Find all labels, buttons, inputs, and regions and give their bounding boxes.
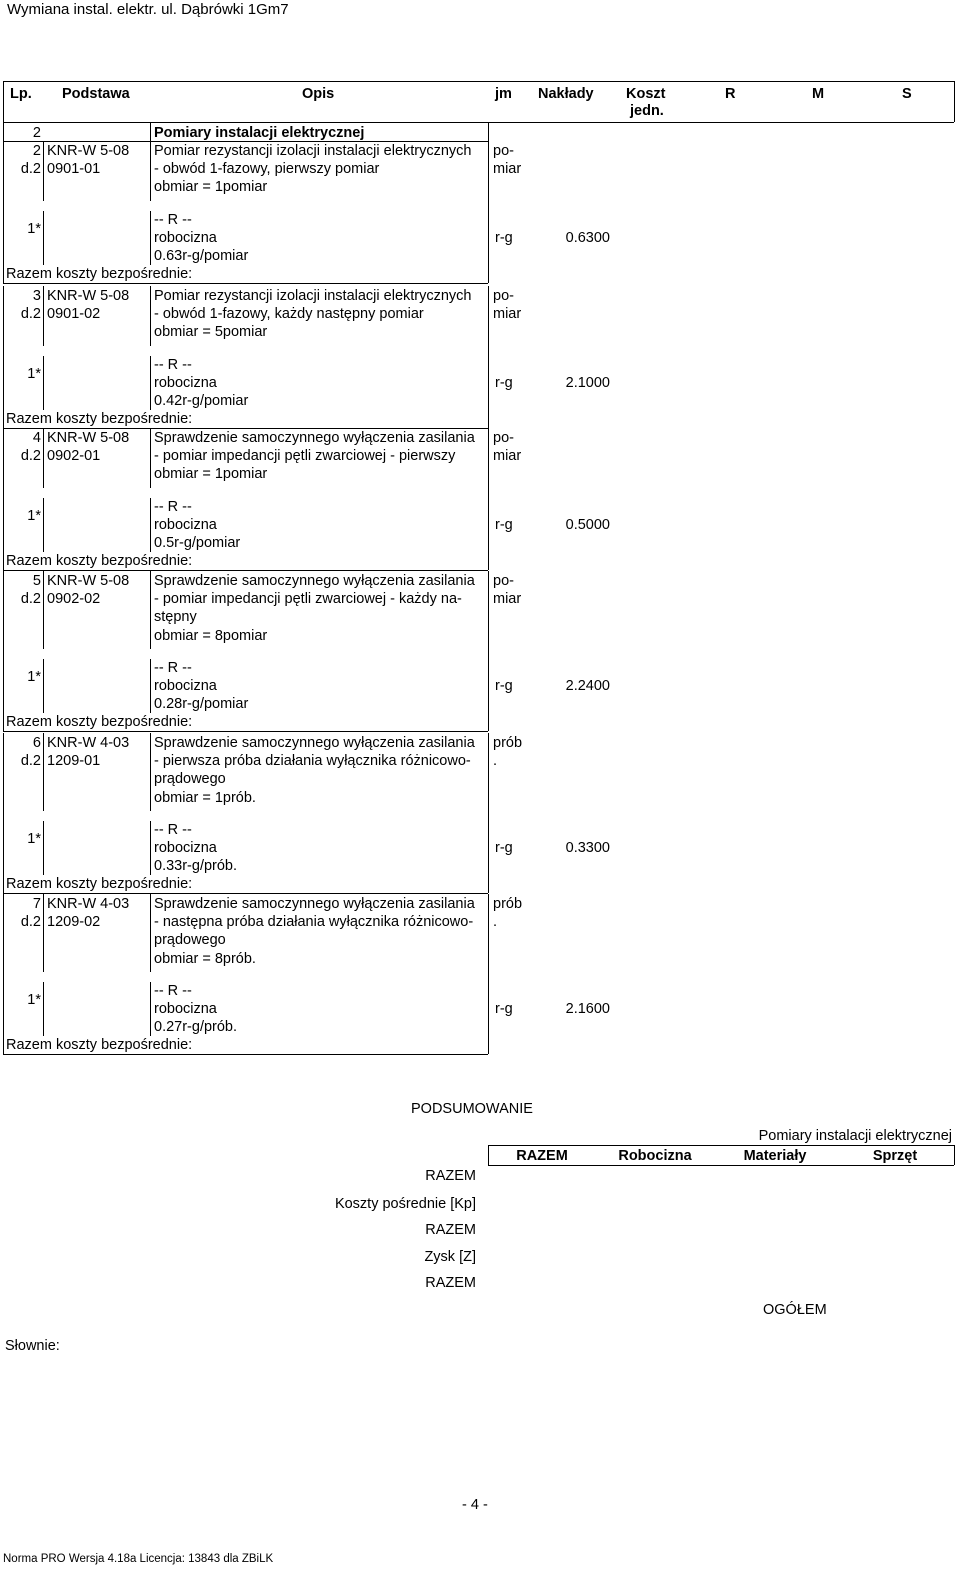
- description-line: stępny: [154, 609, 197, 626]
- header-bottom-border: [3, 122, 954, 123]
- position-basis-number: 0902-01: [47, 448, 101, 464]
- labor-value: 0.5000: [565, 516, 610, 533]
- table-gridline: [3, 122, 4, 142]
- summary-row-razem-3: RAZEM: [425, 1275, 476, 1291]
- labor-value: 2.1000: [565, 374, 610, 391]
- header-podstawa: Podstawa: [62, 86, 130, 102]
- direct-costs-total-label: Razem koszty bezpośrednie:: [6, 553, 193, 570]
- labor-unit: r-g: [495, 516, 513, 533]
- position-lp: 4: [32, 430, 41, 446]
- table-gridline: [3, 428, 4, 570]
- summary-header-right: [954, 1145, 955, 1165]
- page-title: Wymiana instal. elektr. ul. Dąbrówki 1Gm7: [7, 1, 289, 18]
- position-unit-cont: miar: [493, 306, 522, 322]
- position-lp-sub: d.2: [20, 161, 41, 177]
- description-line: Pomiar rezystancji izolacji instalacji elektrycznych: [154, 143, 472, 159]
- labor-marker: -- R --: [154, 356, 192, 373]
- table-gridline: [3, 571, 4, 731]
- table-gridline: [3, 286, 4, 428]
- table-gridline: [3, 283, 488, 284]
- description-line: obmiar = 8prób.: [154, 950, 256, 967]
- labor-unit: r-g: [495, 229, 513, 246]
- labor-norm: 0.28r-g/pomiar: [154, 696, 249, 713]
- direct-costs-total-label: Razem koszty bezpośrednie:: [6, 1037, 193, 1054]
- page-number: - 4 -: [462, 1497, 488, 1513]
- header-opis: Opis: [302, 86, 335, 102]
- slownie-label: Słownie:: [5, 1338, 60, 1354]
- labor-label: robocizna: [154, 1001, 217, 1017]
- position-basis-number: 0902-02: [47, 591, 101, 607]
- table-gridline: [150, 982, 151, 1037]
- labor-value: 0.6300: [565, 229, 610, 246]
- summary-row-razem-1: RAZEM: [425, 1168, 476, 1184]
- header-jm: jm: [495, 86, 512, 102]
- table-gridline: [43, 659, 44, 714]
- labor-index: 1*: [27, 991, 41, 1008]
- description-line: prądowego: [154, 771, 226, 788]
- table-gridline: [43, 498, 44, 553]
- direct-costs-total-label: Razem koszty bezpośrednie:: [6, 411, 193, 428]
- position-basis-number: 1209-01: [47, 753, 101, 769]
- position-lp: 5: [32, 573, 41, 589]
- labor-unit: r-g: [495, 1001, 513, 1017]
- position-lp-sub: d.2: [20, 914, 41, 930]
- position-basis-code: KNR-W 5-08: [47, 430, 130, 446]
- position-unit: prób: [493, 896, 523, 912]
- position-unit-cont: miar: [493, 591, 522, 607]
- table-gridline: [488, 571, 489, 731]
- header-koszt-jedn: jedn.: [630, 103, 664, 119]
- labor-norm: 0.33r-g/prób.: [154, 858, 238, 875]
- labor-value: 0.3300: [565, 840, 610, 856]
- position-basis-code: KNR-W 5-08: [47, 573, 130, 589]
- table-gridline: [43, 286, 44, 346]
- labor-norm: 0.5r-g/pomiar: [154, 535, 241, 551]
- summary-ogolem: OGÓŁEM: [763, 1302, 827, 1318]
- summary-header-bottom: [488, 1165, 954, 1166]
- table-gridline: [43, 571, 44, 649]
- labor-marker: -- R --: [154, 211, 192, 228]
- summary-title: PODSUMOWANIE: [411, 1101, 533, 1117]
- summary-row-razem-2: RAZEM: [425, 1222, 476, 1238]
- description-line: - pomiar impedancji pętli zwarciowej - pierwszy: [154, 448, 456, 465]
- position-lp: 3: [32, 288, 41, 304]
- description-line: - pierwsza próba działania wyłącznika różnicowo-: [154, 753, 471, 770]
- table-gridline: [3, 733, 4, 893]
- table-gridline: [150, 821, 151, 876]
- description-line: Pomiar rezystancji izolacji instalacji elektrycznych: [154, 288, 472, 304]
- table-gridline: [43, 211, 44, 266]
- table-gridline: [43, 733, 44, 811]
- table-gridline: [43, 356, 44, 411]
- table-gridline: [43, 894, 44, 972]
- table-gridline: [150, 571, 151, 649]
- table-gridline: [488, 894, 489, 1054]
- header-r: R: [725, 86, 736, 102]
- labor-marker: -- R --: [154, 659, 192, 676]
- table-gridline: [150, 211, 151, 266]
- direct-costs-total-label: Razem koszty bezpośrednie:: [6, 876, 193, 893]
- position-unit-cont: miar: [493, 448, 522, 464]
- labor-value: 2.1600: [565, 1001, 610, 1017]
- labor-index: 1*: [27, 830, 41, 847]
- labor-unit: r-g: [495, 840, 513, 856]
- labor-label: robocizna: [154, 516, 217, 533]
- position-unit: po-: [493, 430, 514, 446]
- table-gridline: [3, 1054, 488, 1055]
- description-line: Sprawdzenie samoczynnego wyłączenia zasilania: [154, 896, 475, 912]
- table-gridline: [3, 141, 4, 283]
- table-gridline: [150, 122, 151, 142]
- description-line: - pomiar impedancji pętli zwarciowej - każdy na-: [154, 591, 462, 608]
- position-basis-code: KNR-W 4-03: [47, 896, 130, 912]
- description-line: obmiar = 8pomiar: [154, 627, 268, 644]
- position-basis-code: KNR-W 5-08: [47, 143, 130, 159]
- description-line: Sprawdzenie samoczynnego wyłączenia zasilania: [154, 735, 475, 751]
- position-unit: prób: [493, 735, 523, 751]
- header-koszt: Koszt: [626, 86, 666, 102]
- table-gridline: [488, 428, 489, 570]
- summary-section-name: Pomiary instalacji elektrycznej: [758, 1128, 952, 1144]
- position-lp-sub: d.2: [20, 448, 41, 464]
- header-top-border: [3, 81, 954, 82]
- position-basis-number: 0901-01: [47, 161, 101, 177]
- table-gridline: [150, 286, 151, 346]
- description-line: - następna próba działania wyłącznika różnicowo-: [154, 914, 474, 931]
- position-basis-number: 1209-02: [47, 914, 101, 930]
- table-gridline: [150, 498, 151, 553]
- labor-label: robocizna: [154, 229, 217, 246]
- labor-norm: 0.27r-g/prób.: [154, 1019, 238, 1036]
- position-basis-number: 0901-02: [47, 306, 101, 322]
- table-gridline: [43, 141, 44, 201]
- header-left-border: [3, 81, 4, 122]
- labor-index: 1*: [27, 668, 41, 685]
- position-basis-code: KNR-W 5-08: [47, 288, 130, 304]
- labor-norm: 0.63r-g/pomiar: [154, 248, 249, 264]
- table-gridline: [488, 286, 489, 428]
- table-gridline: [488, 733, 489, 893]
- labor-label: robocizna: [154, 374, 217, 391]
- position-unit: po-: [493, 573, 514, 589]
- description-line: obmiar = 1pomiar: [154, 466, 268, 483]
- labor-marker: -- R --: [154, 821, 192, 838]
- table-gridline: [43, 821, 44, 876]
- description-line: Sprawdzenie samoczynnego wyłączenia zasilania: [154, 430, 475, 446]
- position-unit-cont: .: [493, 753, 498, 769]
- description-line: obmiar = 5pomiar: [154, 324, 268, 341]
- table-gridline: [150, 141, 151, 201]
- description-line: prądowego: [154, 932, 226, 949]
- header-m: M: [812, 86, 825, 102]
- table-gridline: [150, 733, 151, 811]
- table-gridline: [43, 982, 44, 1037]
- table-gridline: [43, 428, 44, 488]
- table-gridline: [150, 659, 151, 714]
- table-gridline: [3, 894, 4, 1054]
- position-unit: po-: [493, 143, 514, 159]
- position-unit: po-: [493, 288, 514, 304]
- direct-costs-total-label: Razem koszty bezpośrednie:: [6, 266, 193, 283]
- position-lp: 2: [32, 143, 41, 159]
- description-line: obmiar = 1prób.: [154, 789, 256, 806]
- position-lp-sub: d.2: [20, 306, 41, 322]
- description-line: Sprawdzenie samoczynnego wyłączenia zasilania: [154, 573, 475, 589]
- summary-header-left: [488, 1145, 489, 1165]
- labor-index: 1*: [27, 220, 41, 237]
- labor-unit: r-g: [495, 374, 513, 391]
- position-lp: 7: [32, 896, 41, 912]
- summary-col-materialy: Materiały: [743, 1148, 807, 1164]
- table-gridline: [150, 356, 151, 411]
- position-basis-code: KNR-W 4-03: [47, 735, 130, 751]
- direct-costs-total-label: Razem koszty bezpośrednie:: [6, 714, 193, 731]
- labor-label: robocizna: [154, 678, 217, 694]
- labor-value: 2.2400: [565, 678, 610, 694]
- position-unit-cont: miar: [493, 161, 522, 177]
- summary-row-koszty-posrednie: Koszty pośrednie [Kp]: [334, 1196, 476, 1212]
- labor-norm: 0.42r-g/pomiar: [154, 393, 249, 409]
- position-unit-cont: .: [493, 914, 498, 930]
- header-s: S: [902, 86, 912, 102]
- summary-col-robocizna: Robocizna: [618, 1148, 692, 1164]
- summary-col-razem: RAZEM: [516, 1148, 568, 1164]
- labor-unit: r-g: [495, 678, 513, 694]
- labor-marker: -- R --: [154, 498, 192, 515]
- description-line: obmiar = 1pomiar: [154, 179, 268, 196]
- table-gridline: [3, 731, 488, 732]
- summary-row-zysk: Zysk [Z]: [424, 1249, 476, 1265]
- table-gridline: [150, 428, 151, 488]
- table-gridline: [150, 894, 151, 972]
- section-number: 2: [32, 125, 41, 141]
- labor-index: 1*: [27, 365, 41, 382]
- summary-col-sprzet: Sprzęt: [872, 1148, 918, 1164]
- description-line: - obwód 1-fazowy, pierwszy pomiar: [154, 161, 380, 178]
- header-right-border: [954, 81, 955, 122]
- position-lp-sub: d.2: [20, 591, 41, 607]
- position-lp: 6: [32, 735, 41, 751]
- labor-marker: -- R --: [154, 982, 192, 999]
- position-lp-sub: d.2: [20, 753, 41, 769]
- footer-license: Norma PRO Wersja 4.18a Licencja: 13843 dla ZBiLK: [3, 1553, 274, 1565]
- description-line: - obwód 1-fazowy, każdy następny pomiar: [154, 306, 424, 323]
- header-lp: Lp.: [10, 86, 32, 102]
- summary-header-top: [488, 1145, 954, 1146]
- header-naklady: Nakłady: [538, 86, 594, 102]
- section-title: Pomiary instalacji elektrycznej: [154, 125, 365, 141]
- table-gridline: [488, 122, 489, 142]
- labor-label: robocizna: [154, 840, 217, 856]
- table-gridline: [488, 141, 489, 283]
- labor-index: 1*: [27, 507, 41, 524]
